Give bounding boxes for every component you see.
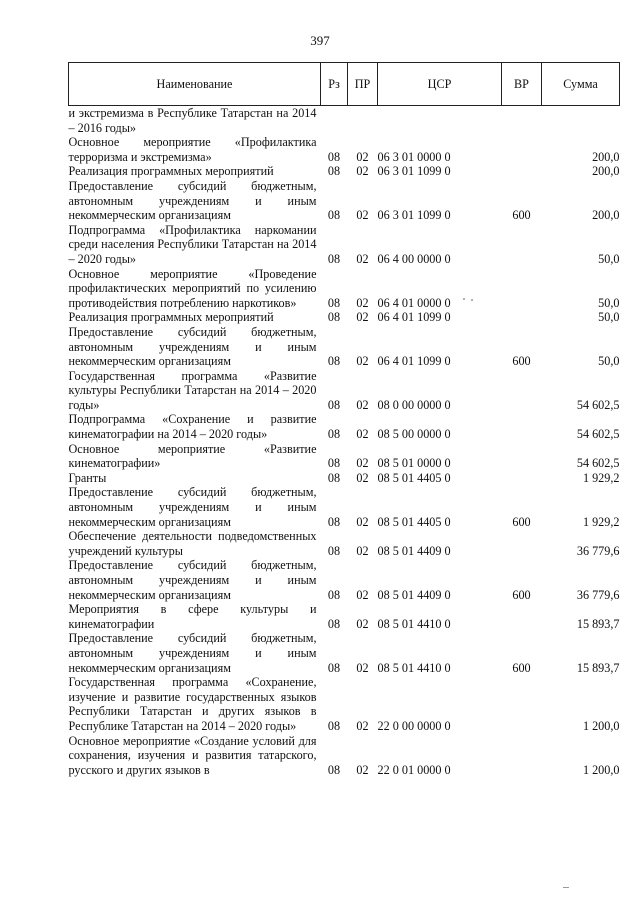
cell-name: Предоставление субсидий бюджетным, автономным учреждениям и иным некоммерческим организациям — [68, 485, 317, 529]
header-pr: ПР — [348, 63, 378, 106]
cell-csr: 06 3 01 0000 0 — [377, 149, 451, 164]
cell-pr: 02 — [356, 514, 369, 529]
cell-pr: 02 — [356, 616, 369, 631]
cell-pr: 02 — [356, 354, 369, 369]
cell-csr: 08 5 01 4410 0 — [377, 660, 451, 675]
scan-speck — [563, 887, 569, 888]
cell-csr: 08 5 01 4405 0 — [377, 470, 451, 485]
table-row — [69, 369, 620, 413]
cell-sum: 50,0 — [598, 354, 620, 369]
cell-rz: 08 — [327, 164, 341, 179]
table-row — [69, 325, 620, 369]
cell-sum: 54 602,5 — [576, 456, 620, 471]
table-row — [69, 106, 620, 136]
cell-name: Предоставление субсидий бюджетным, автономным учреждениям и иным некоммерческим организациям — [68, 324, 317, 369]
cell-vr — [502, 675, 542, 733]
cell-csr: 08 5 01 0000 0 — [377, 456, 451, 471]
cell-vr — [502, 267, 542, 311]
cell-vr: 600 — [512, 660, 531, 675]
cell-rz: 08 — [327, 543, 341, 558]
table-row — [69, 485, 620, 529]
cell-vr — [502, 310, 542, 325]
cell-name: Реализация программных мероприятий — [68, 310, 274, 325]
cell-sum: 1 929,2 — [582, 470, 620, 485]
cell-sum: 54 602,5 — [576, 427, 620, 442]
cell-pr: 02 — [356, 660, 369, 675]
cell-vr — [502, 223, 542, 267]
cell-name: Подпрограмма «Профилактика наркомании среди населения Республики Татарстан на 2014 – 2020 годы» — [68, 222, 317, 266]
cell-csr: 08 5 01 4410 0 — [377, 616, 451, 631]
cell-csr: 08 5 01 4409 0 — [377, 543, 451, 558]
scan-speck — [471, 299, 473, 301]
cell-name: Предоставление субсидий бюджетным, автономным учреждениям и иным некоммерческим организациям — [68, 558, 317, 602]
cell-pr — [348, 106, 378, 136]
cell-sum: 50,0 — [598, 251, 620, 266]
cell-sum: 50,0 — [598, 310, 620, 325]
cell-name: Предоставление субсидий бюджетным, автономным учреждениям и иным некоммерческим организациям — [68, 631, 317, 675]
cell-pr: 02 — [356, 543, 369, 558]
cell-rz: 08 — [327, 251, 341, 266]
cell-name: Основное мероприятие «Проведение профилактических мероприятий по усилению противодействия потреблению наркотиков» — [68, 266, 317, 310]
cell-pr: 02 — [356, 164, 369, 179]
cell-vr — [502, 471, 542, 486]
cell-rz: 08 — [327, 427, 341, 442]
cell-sum: 50,0 — [598, 295, 620, 310]
budget-table — [68, 62, 620, 777]
cell-sum: 54 602,5 — [576, 397, 620, 412]
cell-pr: 02 — [356, 762, 369, 777]
cell-sum: 36 779,6 — [576, 543, 620, 558]
cell-name: Основное мероприятие «Профилактика терроризма и экстремизма» — [68, 135, 317, 164]
cell-vr — [502, 135, 542, 164]
cell-pr: 02 — [356, 295, 369, 310]
scan-speck — [463, 298, 465, 300]
table-row — [69, 179, 620, 223]
cell-rz: 08 — [327, 718, 341, 733]
cell-vr — [502, 442, 542, 471]
cell-pr: 02 — [356, 470, 369, 485]
cell-name: Реализация программных мероприятий — [68, 164, 274, 179]
page-number: 397 — [310, 33, 330, 48]
cell-rz: 08 — [327, 208, 341, 223]
cell-pr: 02 — [356, 587, 369, 602]
cell-sum: 200,0 — [592, 149, 620, 164]
cell-name: Обеспечение деятельности подведомственных учреждений культуры — [68, 529, 317, 558]
table-header — [69, 63, 620, 106]
table-row — [69, 558, 620, 602]
cell-csr: 06 4 01 1099 0 — [377, 310, 451, 325]
cell-csr: 22 0 01 0000 0 — [377, 762, 451, 777]
table-row — [69, 223, 620, 267]
cell-csr: 06 4 00 0000 0 — [377, 251, 451, 266]
cell-name: и экстремизма в Республике Татарстан на 2014 – 2016 годы» — [68, 106, 317, 135]
header-sum: Сумма — [542, 63, 620, 106]
cell-rz: 08 — [327, 587, 341, 602]
cell-sum: 1 929,2 — [582, 514, 620, 529]
cell-csr — [378, 106, 502, 136]
cell-vr — [502, 106, 542, 136]
cell-rz: 08 — [327, 660, 341, 675]
cell-csr: 22 0 00 0000 0 — [377, 718, 451, 733]
cell-sum: 1 200,0 — [582, 718, 620, 733]
cell-vr — [502, 602, 542, 631]
cell-vr — [502, 369, 542, 413]
table-body — [69, 106, 620, 778]
table-row — [69, 164, 620, 179]
cell-rz: 08 — [327, 295, 341, 310]
cell-rz: 08 — [327, 149, 341, 164]
cell-rz: 08 — [327, 456, 341, 471]
cell-vr: 600 — [512, 587, 531, 602]
cell-name: Подпрограмма «Сохранение и развитие кинематографии на 2014 – 2020 годы» — [68, 412, 317, 442]
cell-pr: 02 — [356, 149, 369, 164]
cell-pr: 02 — [356, 456, 369, 471]
cell-csr: 06 3 01 1099 0 — [377, 164, 451, 179]
cell-csr: 08 5 00 0000 0 — [377, 427, 451, 442]
cell-csr: 06 3 01 1099 0 — [377, 208, 451, 223]
cell-pr: 02 — [356, 310, 369, 325]
table-row — [69, 442, 620, 471]
table-row — [69, 135, 620, 164]
header-name: Наименование — [69, 63, 321, 106]
cell-sum: 200,0 — [592, 208, 620, 223]
table-row — [69, 734, 620, 778]
cell-vr: 600 — [512, 208, 531, 223]
cell-rz: 08 — [327, 470, 341, 485]
cell-sum: 15 893,7 — [576, 616, 620, 631]
table-row — [69, 631, 620, 675]
table-row — [69, 529, 620, 558]
table-row — [69, 412, 620, 441]
cell-sum — [542, 106, 620, 136]
cell-csr: 06 4 01 1099 0 — [377, 354, 451, 369]
cell-name: Мероприятия в сфере культуры и кинематографии — [68, 602, 317, 631]
cell-name: Предоставление субсидий бюджетным, автономным учреждениям и иным некоммерческим организациям — [68, 178, 317, 223]
cell-name: Основное мероприятие «Развитие кинематографии» — [68, 441, 317, 471]
cell-csr: 06 4 01 0000 0 — [377, 295, 451, 310]
header-csr: ЦСР — [378, 63, 502, 106]
cell-vr: 600 — [512, 514, 531, 529]
cell-rz: 08 — [327, 514, 341, 529]
cell-vr — [502, 164, 542, 179]
cell-sum: 15 893,7 — [576, 660, 620, 675]
cell-name: Государственная программа «Сохранение, изучение и развитие государственных языков Республики Татарстан и других языков в Республике Татарстан на 2014 – 2020 годы» — [68, 675, 317, 733]
cell-name: Государственная программа «Развитие культуры Республики Татарстан на 2014 – 2020 годы» — [68, 368, 317, 412]
cell-vr — [502, 529, 542, 558]
cell-sum: 36 779,6 — [576, 587, 620, 602]
table-row — [69, 310, 620, 325]
table-row — [69, 471, 620, 486]
table-row — [69, 675, 620, 733]
cell-pr: 02 — [356, 397, 369, 412]
cell-csr: 08 5 01 4405 0 — [377, 514, 451, 529]
cell-rz: 08 — [327, 397, 341, 412]
cell-rz: 08 — [327, 354, 341, 369]
cell-sum: 200,0 — [592, 164, 620, 179]
cell-pr: 02 — [356, 251, 369, 266]
cell-csr: 08 5 01 4409 0 — [377, 587, 451, 602]
cell-rz: 08 — [327, 310, 341, 325]
cell-pr: 02 — [356, 718, 369, 733]
cell-sum: 1 200,0 — [582, 762, 620, 777]
cell-rz — [321, 106, 348, 136]
table-row — [69, 267, 620, 311]
cell-csr: 08 0 00 0000 0 — [377, 397, 451, 412]
cell-vr — [502, 412, 542, 441]
cell-vr — [502, 734, 542, 778]
table-row — [69, 602, 620, 631]
cell-rz: 08 — [327, 616, 341, 631]
header-vr: ВР — [502, 63, 542, 106]
cell-pr: 02 — [356, 208, 369, 223]
cell-name: Основное мероприятие «Создание условий для сохранения, изучения и развития татарского, русского и других языков в — [68, 733, 317, 777]
cell-rz: 08 — [327, 762, 341, 777]
cell-name: Гранты — [68, 470, 107, 485]
cell-vr: 600 — [512, 354, 531, 369]
cell-pr: 02 — [356, 427, 369, 442]
header-rz: Рз — [321, 63, 348, 106]
